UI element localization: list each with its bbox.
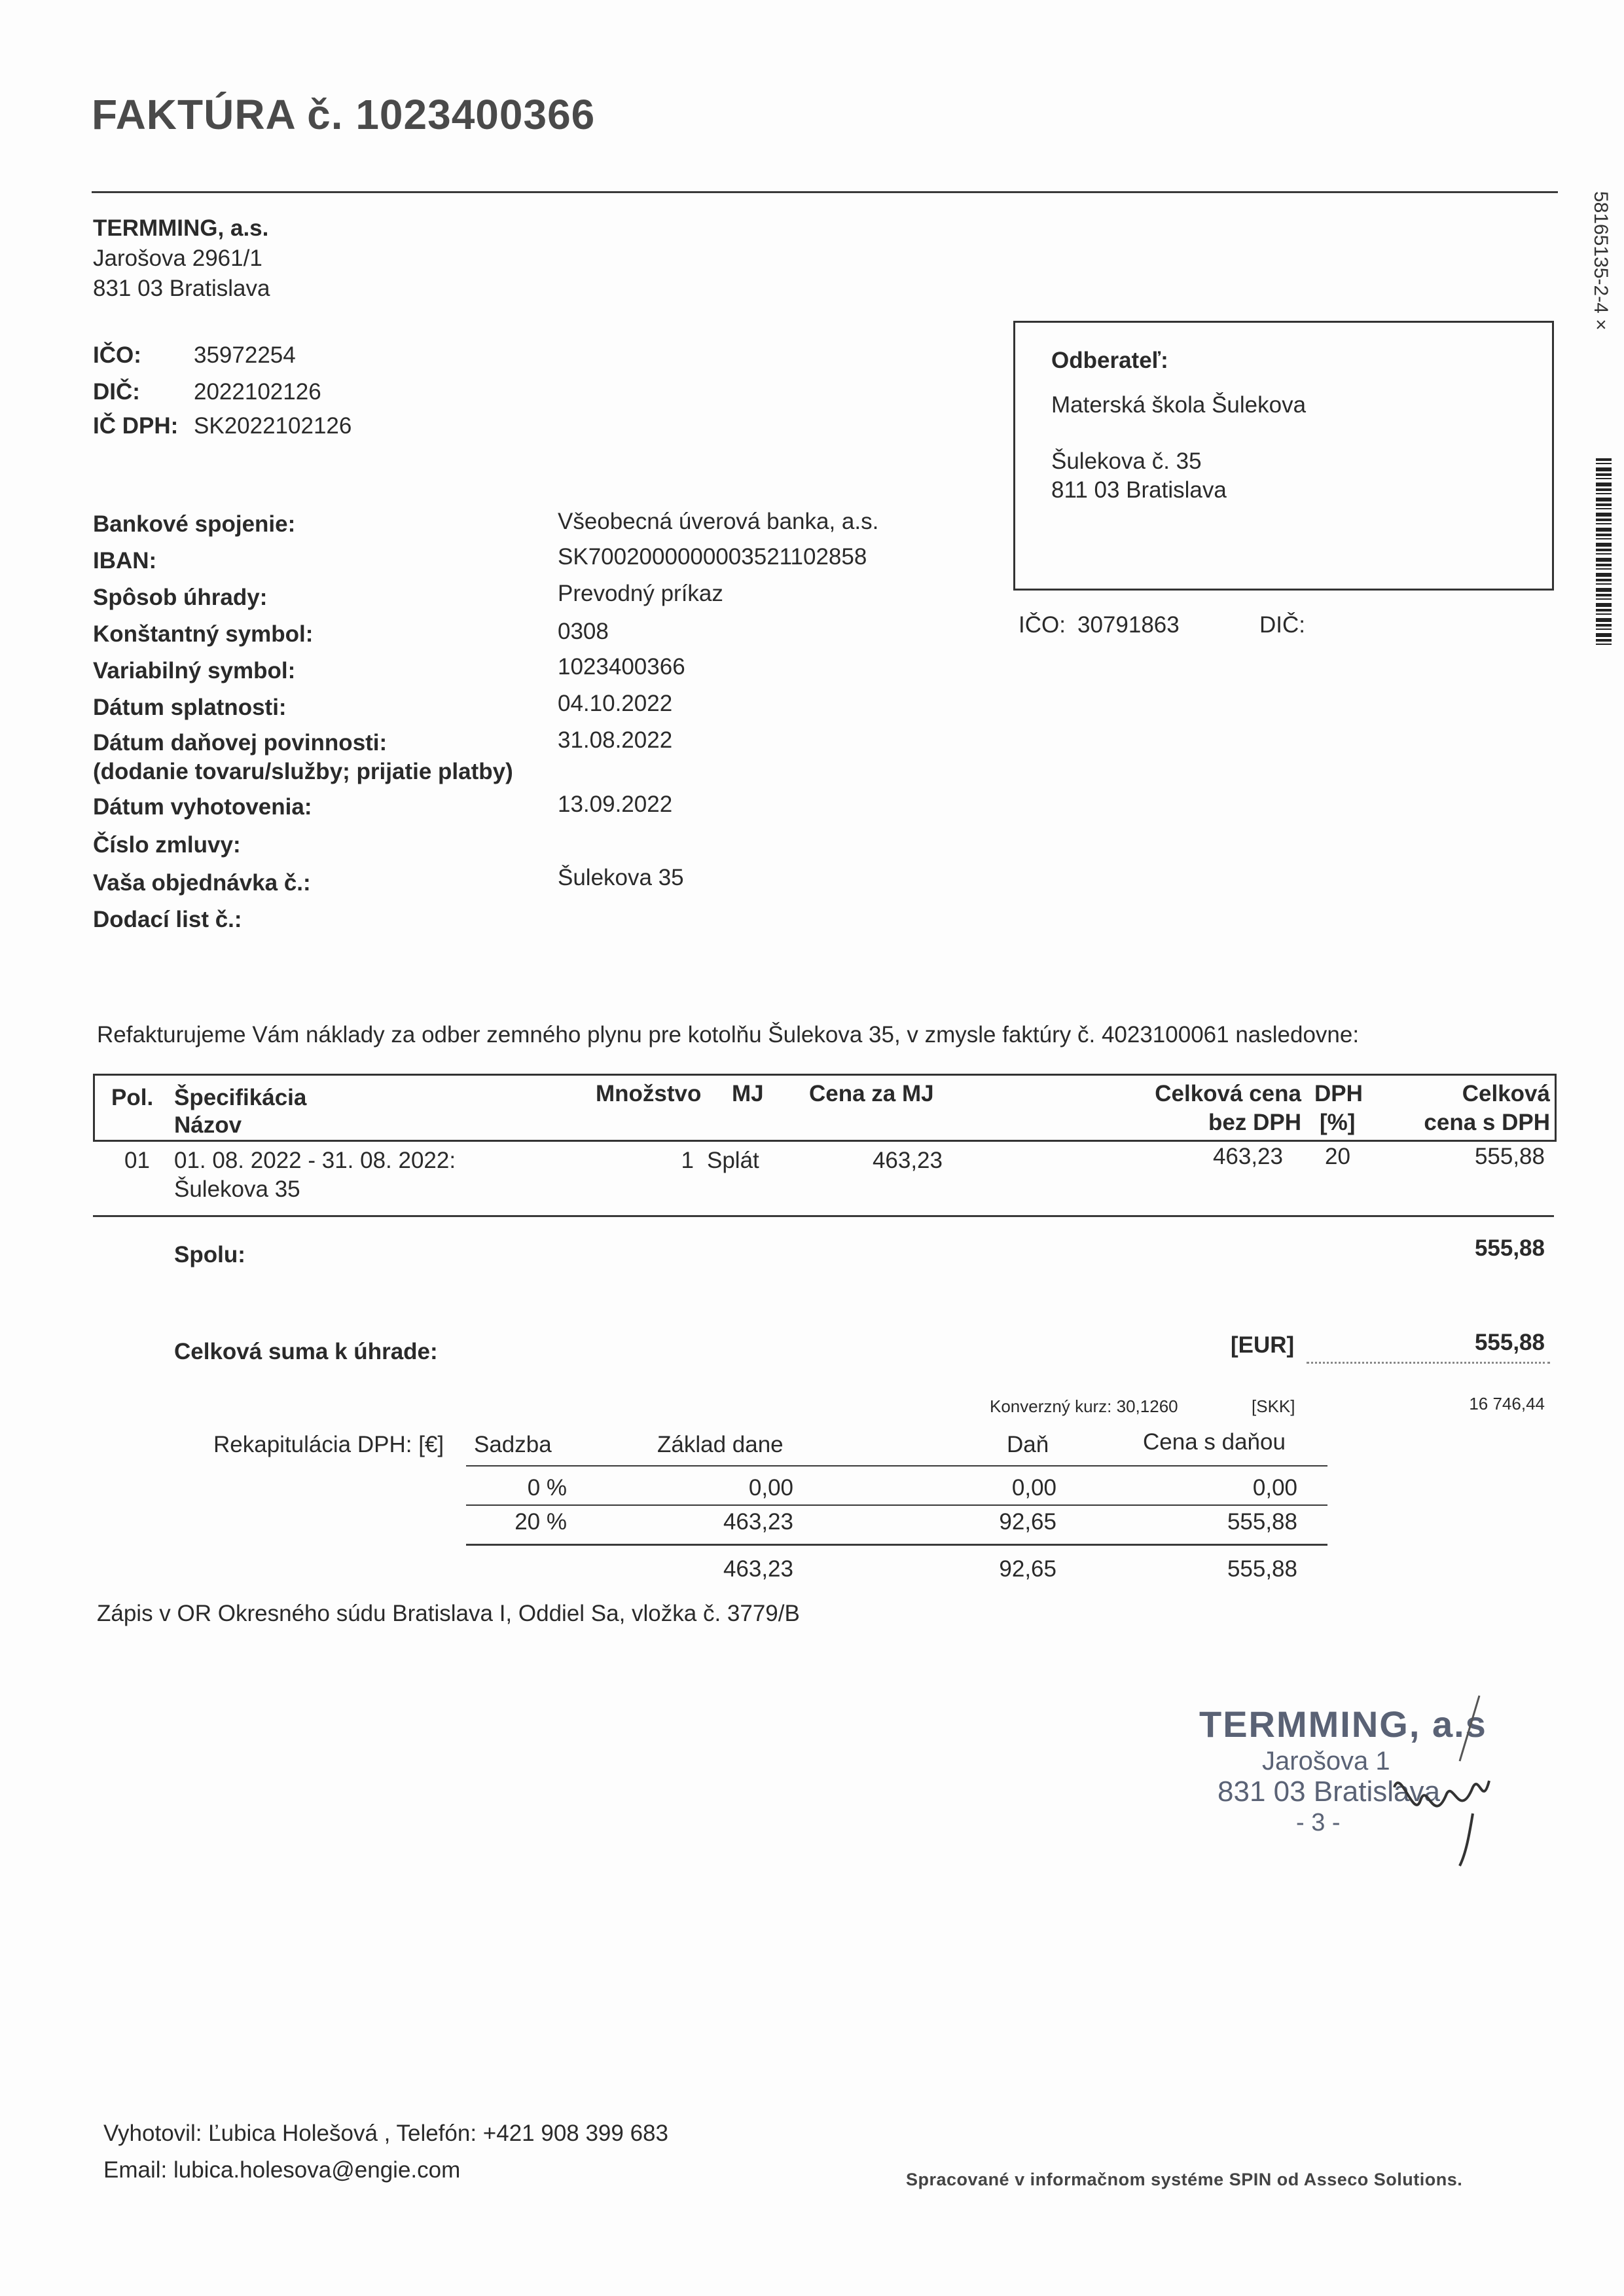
conversion-currency: [SKK] <box>1252 1396 1295 1416</box>
intro-text: Refakturujeme Vám náklady za odber zemného plynu pre kotolňu Šulekova 35, v zmysle faktúry č. 4023100061 nasledovne: <box>97 1022 1360 1048</box>
vat-sum-total: 555,88 <box>1227 1556 1297 1582</box>
payment-label: Konštantný symbol: <box>93 621 314 647</box>
registry-note: Zápis v OR Okresného súdu Bratislava I, Oddiel Sa, vložka č. 3779/B <box>97 1601 800 1626</box>
spolu-label: Spolu: <box>174 1242 245 1267</box>
payment-value: 31.08.2022 <box>558 727 673 753</box>
vat-total: 555,88 <box>1227 1509 1297 1535</box>
vat-sum-base: 463,23 <box>723 1556 793 1582</box>
vat-tax: 92,65 <box>999 1509 1056 1535</box>
vat-header-cena: Cena s daňou <box>1143 1429 1286 1455</box>
total-underline <box>1307 1362 1550 1364</box>
row-dph: 20 <box>1325 1144 1350 1169</box>
payment-label: Variabilný symbol: <box>93 658 296 683</box>
col-celkova-bez-2: bez DPH <box>1208 1110 1301 1135</box>
vat-rate: 0 % <box>527 1475 567 1501</box>
col-celkova-bez-1: Celková cena <box>1155 1081 1301 1106</box>
vat-total: 0,00 <box>1252 1475 1297 1501</box>
customer-dic-label: DIČ: <box>1259 612 1305 638</box>
vat-sum-tax: 92,65 <box>999 1556 1056 1582</box>
payment-label: Dátum splatnosti: <box>93 695 287 720</box>
row-mnozstvo: 1 <box>681 1148 694 1173</box>
supplier-city: 831 03 Bratislava <box>93 276 270 301</box>
supplier-name: TERMMING, a.s. <box>93 215 269 241</box>
payment-label: (dodanie tovaru/služby; prijatie platby) <box>93 759 513 784</box>
footer-issued-by: Vyhotovil: Ľubica Holešová , Telefón: +421 908 399 683 <box>103 2121 668 2146</box>
payment-value: 1023400366 <box>558 654 685 680</box>
col-celkova-s-1: Celková <box>1462 1081 1550 1106</box>
stamp-line1: TERMMING, a.s <box>1199 1704 1487 1745</box>
footer-email: Email: lubica.holesova@engie.com <box>103 2157 461 2183</box>
side-code: 58165135-2-4 × <box>1590 191 1612 331</box>
payment-label: Dátum daňovej povinnosti: <box>93 730 388 756</box>
total-label: Celková suma k úhrade: <box>174 1339 438 1364</box>
col-nazov: Názov <box>174 1112 242 1138</box>
payment-label: Spôsob úhrady: <box>93 585 268 610</box>
vat-row-divider <box>466 1504 1327 1506</box>
conversion-label: Konverzný kurz: 30,1260 <box>990 1396 1178 1416</box>
row-spec: 01. 08. 2022 - 31. 08. 2022: <box>174 1148 456 1173</box>
payment-value: Všeobecná úverová banka, a.s. <box>558 509 879 534</box>
stamp-line2: Jarošova 1 <box>1262 1747 1390 1776</box>
supplier-dic-label: DIČ: <box>93 379 140 405</box>
customer-name: Materská škola Šulekova <box>1051 392 1307 418</box>
spolu-value: 555,88 <box>1474 1235 1545 1261</box>
barcode <box>1596 458 1612 648</box>
conversion-value: 16 746,44 <box>1469 1394 1545 1413</box>
table-bottom-divider <box>93 1215 1554 1217</box>
payment-label: IBAN: <box>93 548 157 574</box>
vat-label: Rekapitulácia DPH: [€] <box>213 1432 444 1457</box>
vat-base: 0,00 <box>748 1475 793 1501</box>
vat-rate: 20 % <box>514 1509 567 1535</box>
payment-value: Šulekova 35 <box>558 865 684 890</box>
customer-ico: 30791863 <box>1077 612 1180 638</box>
supplier-ico-label: IČO: <box>93 342 141 368</box>
col-dph-1: DPH <box>1314 1081 1363 1106</box>
supplier-icdph-label: IČ DPH: <box>93 413 179 439</box>
payment-value: 13.09.2022 <box>558 792 673 817</box>
row-celkova-bez: 463,23 <box>1212 1144 1283 1169</box>
col-celkova-s-2: cena s DPH <box>1424 1110 1550 1135</box>
total-currency: [EUR] <box>1231 1332 1295 1358</box>
payment-value: 0308 <box>558 619 609 644</box>
col-cena-mj: Cena za MJ <box>809 1081 934 1106</box>
supplier-ico: 35972254 <box>194 342 296 368</box>
payment-value: Prevodný príkaz <box>558 581 723 606</box>
col-dph-2: [%] <box>1320 1110 1356 1135</box>
vat-header-dan: Daň <box>1007 1432 1049 1457</box>
payment-label: Vaša objednávka č.: <box>93 870 311 896</box>
stamp-line3: 831 03 Bratislava <box>1218 1776 1440 1808</box>
customer-label: Odberateľ: <box>1051 348 1168 373</box>
stamp-line4: - 3 - <box>1296 1809 1341 1836</box>
row-cena-mj: 463,23 <box>872 1148 943 1173</box>
footer-system: Spracované v informačnom systéme SPIN od Asseco Solutions. <box>906 2170 1463 2189</box>
signature-icon <box>1375 1689 1506 1872</box>
row-spec-2: Šulekova 35 <box>174 1176 300 1202</box>
invoice-title: FAKTÚRA č. 1023400366 <box>92 91 596 138</box>
col-mnozstvo: Množstvo <box>596 1081 702 1106</box>
payment-label: Číslo zmluvy: <box>93 832 241 858</box>
col-pol: Pol. <box>111 1085 154 1110</box>
payment-label: Bankové spojenie: <box>93 511 296 537</box>
customer-city: 811 03 Bratislava <box>1051 477 1227 503</box>
payment-label: Dátum vyhotovenia: <box>93 794 312 820</box>
col-spec: Špecifikácia <box>174 1085 307 1110</box>
vat-header-divider <box>466 1465 1327 1467</box>
row-pol: 01 <box>124 1148 150 1173</box>
total-value: 555,88 <box>1474 1330 1545 1355</box>
payment-label: Dodací list č.: <box>93 907 242 932</box>
supplier-street: Jarošova 2961/1 <box>93 246 262 271</box>
title-divider <box>92 191 1558 193</box>
supplier-icdph: SK2022102126 <box>194 413 352 439</box>
customer-street: Šulekova č. 35 <box>1051 448 1202 474</box>
vat-base: 463,23 <box>723 1509 793 1535</box>
row-celkova-s: 555,88 <box>1474 1144 1545 1169</box>
payment-value: 04.10.2022 <box>558 691 673 716</box>
row-mj: Splát <box>707 1148 759 1173</box>
customer-ico-label: IČO: <box>1019 612 1066 638</box>
vat-header-sadzba: Sadzba <box>474 1432 552 1457</box>
vat-total-divider <box>466 1544 1327 1546</box>
payment-value: SK7002000000003521102858 <box>558 544 867 570</box>
col-mj: MJ <box>732 1081 764 1106</box>
supplier-dic: 2022102126 <box>194 379 321 405</box>
vat-header-zaklad: Základ dane <box>657 1432 784 1457</box>
vat-tax: 0,00 <box>1011 1475 1056 1501</box>
